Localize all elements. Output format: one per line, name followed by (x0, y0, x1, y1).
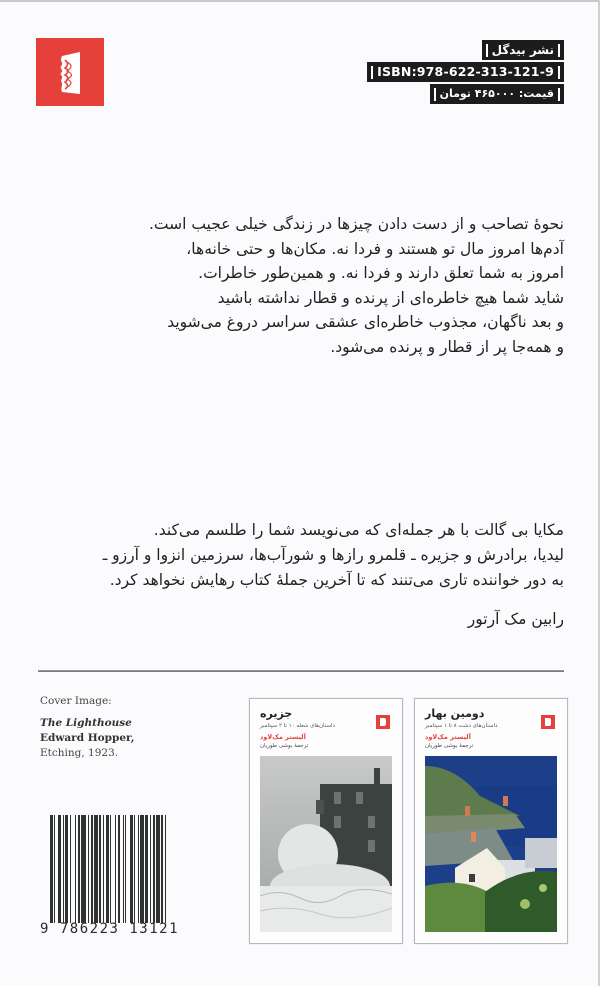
book-subtitle: داستان‌های شعله ۱۰ تا ۲ سپتامبر (260, 723, 335, 729)
blurb-line: شاید شما هیچ خاطره‌ای از پرنده و قطار نداشته باشید (217, 288, 564, 307)
review-line: به دور خواننده تاری می‌تنند که تا آخرین جملهٔ کتاب رهایش نخواهد کرد. (109, 571, 564, 589)
book-title: جزیره (260, 707, 293, 720)
blurb-line: و بعد ناگهان، مجذوب خاطره‌ای عشقی سراسر دروغ می‌شوید (167, 313, 564, 331)
review-author: رابین مک آرتور (467, 610, 564, 628)
book-translator: ترجمهٔ یوشی طوریان (260, 743, 309, 749)
blurb-line: و همه‌جا پر از قطار و پرنده می‌شود. (330, 337, 564, 356)
price: قیمت: ۴۶۵۰۰۰ تومان (439, 87, 554, 100)
cover-art-coastal-houses (425, 756, 557, 932)
blurb-line: آدم‌ها امروز مال تو هستند و فردا نه. مکان‌ها و حتی خانه‌ها، (186, 239, 564, 258)
publisher-name: نشر بیدگل (491, 43, 554, 57)
book-author: آلیستر مک‌لاود (425, 733, 471, 741)
artwork-title: The Lighthouse (40, 717, 132, 729)
isbn: ISBN:978-622-313-121-9 (377, 64, 554, 79)
review-line: مکایا بی گالت با هر جمله‌ای که می‌نویسد شما را طلسم می‌کند. (153, 521, 564, 539)
isbn-label (367, 62, 564, 82)
related-book-thumbnail (414, 698, 568, 944)
isbn-barcode (40, 815, 200, 940)
review-line: لیدیا، برادرش و جزیره ـ قلمرو رازها و شورآب‌ها، سرزمین انزوا و آرزو ـ (102, 546, 564, 564)
book-translator: ترجمهٔ یوشی طوریان (425, 743, 474, 749)
publisher-logo-icon (376, 715, 390, 729)
credit-label: Cover Image: (40, 695, 112, 707)
book-blurb (134, 212, 564, 359)
blurb-line: نحوهٔ تصاحب و از دست دادن چیزها در زندگی خیلی عجیب است. (148, 215, 564, 233)
publisher-logo-icon (541, 715, 555, 729)
book-author: آلیستر مک‌لاود (260, 733, 306, 741)
barcode-bars (50, 815, 200, 923)
artist-name: Edward Hopper, (40, 732, 135, 744)
publication-info (367, 40, 564, 104)
cover-art-lighthouse-waves (260, 756, 392, 932)
publisher-name-label (482, 40, 564, 60)
book-subtitle: داستان‌های دشت ۸ تا ۱ سپتامبر (425, 723, 498, 729)
publisher-logo (36, 38, 104, 106)
price-label (430, 84, 564, 104)
artwork-medium: Etching, 1923. (40, 747, 119, 759)
review-quote (34, 518, 564, 632)
cover-credit (40, 694, 134, 761)
related-book-thumbnail (249, 698, 403, 944)
barcode-digits: 9 786223 13121 (40, 921, 180, 937)
blurb-line: امروز به شما تعلق دارند و فردا نه. و همین‌طور خاطرات. (198, 264, 564, 282)
book-fan-icon (36, 38, 104, 106)
page-edge (0, 0, 600, 2)
book-title: دومین بهار (425, 707, 485, 720)
divider (38, 670, 564, 672)
